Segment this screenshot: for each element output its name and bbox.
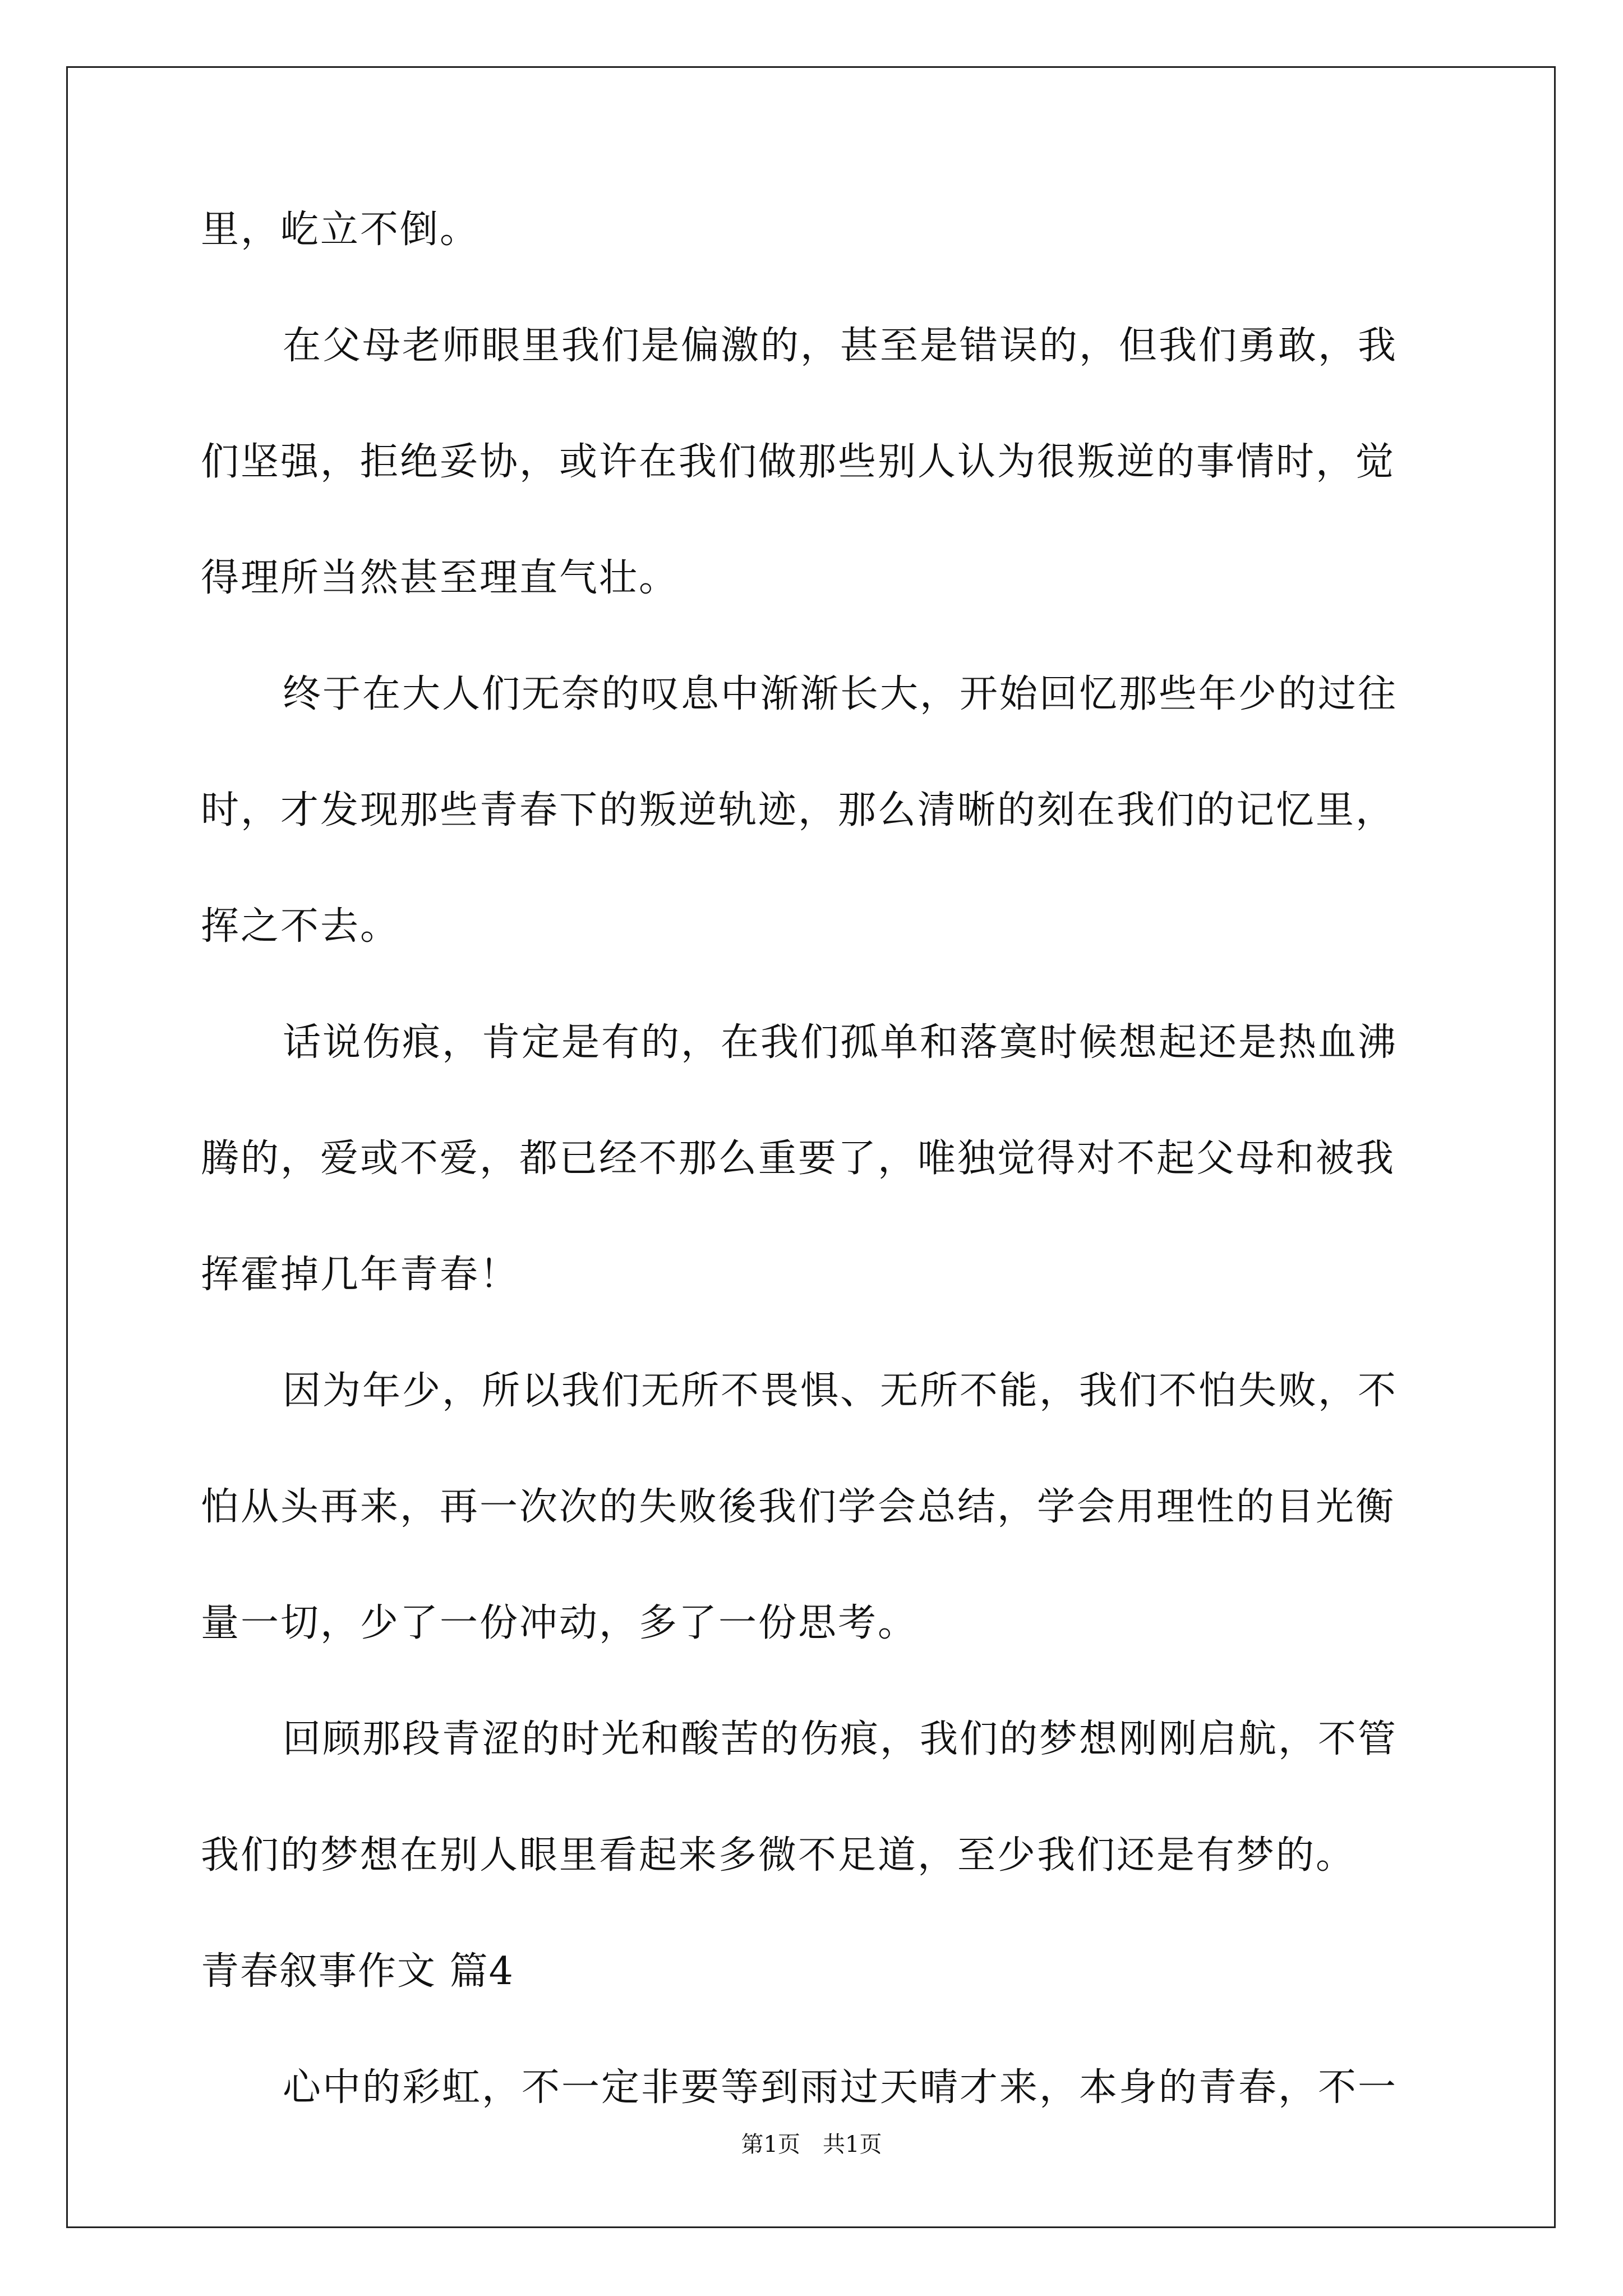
text-line: 们坚强，拒绝妥协，或许在我们做那些别人认为很叛逆的事情时，觉 bbox=[201, 440, 1396, 484]
paragraph-start-line: 回顾那段青涩的时光和酸苦的伤痕，我们的梦想刚刚启航，不管 bbox=[283, 1717, 1398, 1761]
paragraph-start-line: 心中的彩虹，不一定非要等到雨过天晴才来，本身的青春，不一 bbox=[283, 2065, 1398, 2110]
text-line: 我们的梦想在别人眼里看起来多微不足道，至少我们还是有梦的。 bbox=[201, 1833, 1356, 1878]
text-line: 怕从头再来，再一次次的失败後我们学会总结，学会用理性的目光衡 bbox=[201, 1485, 1396, 1529]
section-heading: 青春叙事作文 篇4 bbox=[201, 1949, 514, 1994]
paragraph-start-line: 话说伤痕，肯定是有的，在我们孤单和落寞时候想起还是热血沸 bbox=[283, 1020, 1398, 1065]
document-body bbox=[201, 202, 1432, 2116]
page-footer: 第1页 共1页 bbox=[741, 2132, 882, 2157]
paragraph-start-line: 因为年少，所以我们无所不畏惧、无所不能，我们不怕失败，不 bbox=[283, 1369, 1398, 1413]
text-line: 挥之不去。 bbox=[201, 904, 400, 949]
paragraph-start-line: 在父母老师眼里我们是偏激的，甚至是错误的，但我们勇敢，我 bbox=[283, 324, 1398, 368]
text-line: 时，才发现那些青春下的叛逆轨迹，那么清晰的刻在我们的记忆里， bbox=[201, 788, 1396, 832]
paragraph-start-line: 终于在大人们无奈的叹息中渐渐长大，开始回忆那些年少的过往 bbox=[283, 672, 1398, 716]
text-line: 里，屹立不倒。 bbox=[201, 208, 480, 252]
text-line: 挥霍掉几年青春！ bbox=[201, 1253, 520, 1297]
text-line: 量一切，少了一份冲动，多了一份思考。 bbox=[201, 1601, 918, 1645]
text-line: 得理所当然甚至理直气壮。 bbox=[201, 556, 679, 600]
text-line: 腾的，爱或不爱，都已经不那么重要了，唯独觉得对不起父母和被我 bbox=[201, 1137, 1396, 1181]
